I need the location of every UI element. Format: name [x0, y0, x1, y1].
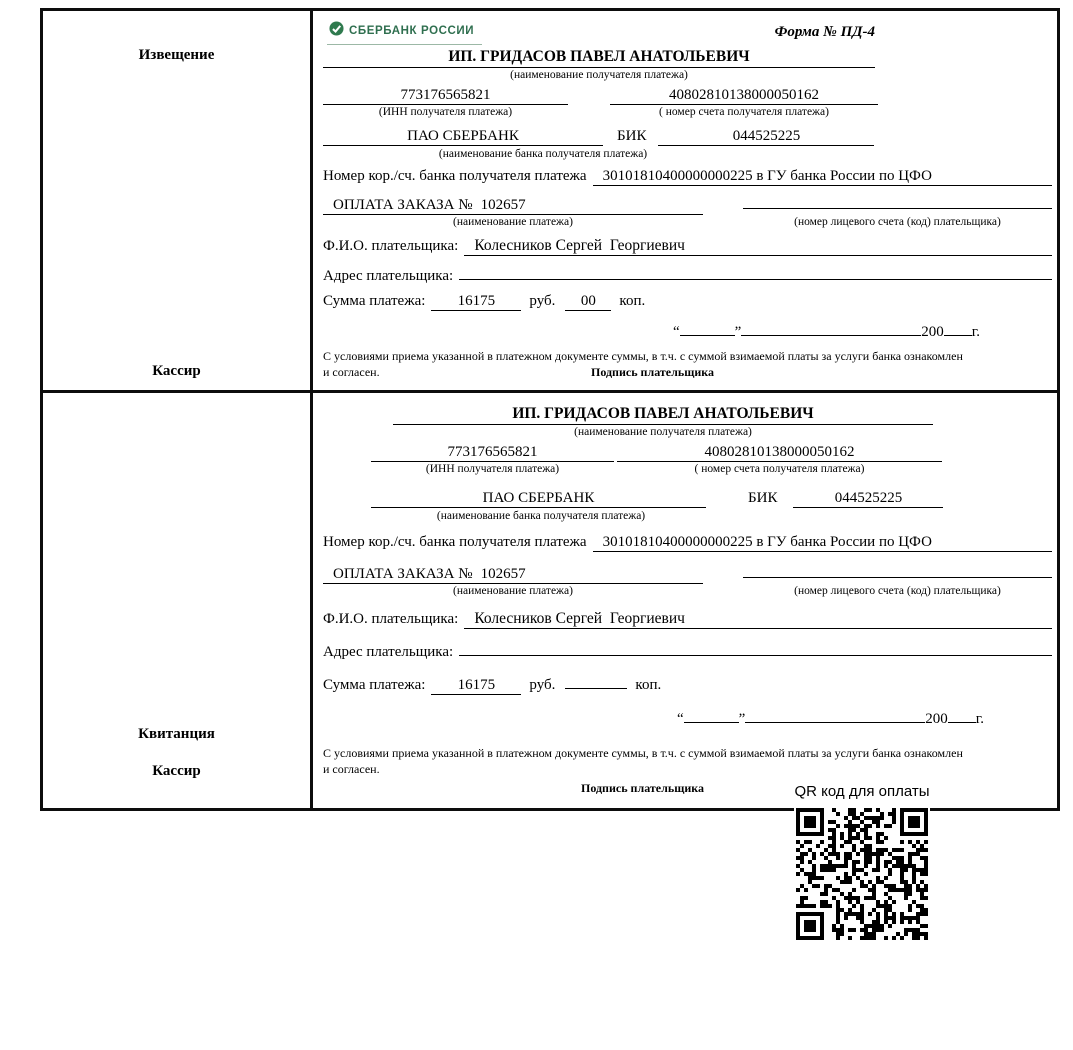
inn-value: 773176565821: [371, 444, 614, 462]
amount-kopeks-value: 00: [565, 293, 611, 311]
date-line: [323, 321, 1052, 341]
close-quote: ”: [734, 324, 742, 341]
payer-address-blank-line: [459, 262, 1052, 280]
corr-account-row: [323, 168, 1052, 186]
amount-label: Сумма платежа:: [323, 677, 426, 694]
bank-name-value: ПАО СБЕРБАНК: [323, 128, 603, 146]
year-blank-line: [944, 321, 972, 336]
bank-row: [323, 128, 1052, 146]
payer-name-row: [323, 237, 1052, 256]
amount-rubles-value: 16175: [431, 677, 521, 695]
kopeks-label: коп.: [635, 677, 662, 694]
corr-account-value: 30101810400000000225 в ГУ банка России по ЦФО: [593, 534, 1052, 552]
month-blank-line: [741, 321, 921, 336]
qr-section: [786, 783, 938, 946]
amount-label: Сумма платежа:: [323, 293, 426, 310]
amount-kopeks-value: [565, 671, 627, 689]
year-prefix: 200: [925, 711, 948, 728]
payer-address-label: Адрес плательщика:: [323, 268, 454, 285]
form-number: Форма № ПД-4: [774, 23, 875, 40]
receipt-label: Квитанция: [138, 725, 215, 742]
inn-account-row: [323, 444, 1052, 462]
amount-row: [323, 293, 1052, 311]
personal-account-blank-line: [743, 560, 1052, 578]
agreement-text: С условиями приема указанной в платежном документе суммы, в т.ч. с суммой взимаемой платы за услуги банка ознакомлен и согласен.: [323, 746, 963, 776]
sberbank-logo-text: СБЕРБАНК РОССИИ: [349, 25, 475, 37]
account-value: 40802810138000050162: [610, 87, 878, 105]
month-blank-line: [745, 708, 925, 723]
payment-purpose-field: [323, 197, 703, 215]
cashier-label: Кассир: [152, 762, 201, 779]
rubles-label: руб.: [529, 677, 556, 694]
order-number: 102657: [480, 197, 526, 214]
sberbank-logo: [327, 19, 482, 45]
header-column: [393, 405, 933, 440]
payment-form-pd4: [40, 8, 1060, 811]
payment-purpose-captions: [323, 584, 1052, 599]
notice-side-column: [43, 11, 313, 390]
payment-purpose-field: [323, 566, 703, 584]
corr-account-label: Номер кор./сч. банка получателя платежа: [323, 534, 587, 551]
payer-name-value: Колесников Сергей Георгиевич: [464, 237, 1052, 256]
bik-label: БИК: [617, 127, 647, 144]
recipient-caption: (наименование получателя платежа): [510, 69, 688, 81]
bank-caption: (наименование банка получателя платежа): [436, 510, 646, 523]
amount-rubles-value: 16175: [431, 293, 521, 311]
payer-name-label: Ф.И.О. плательщика:: [323, 611, 459, 628]
day-blank-line: [684, 708, 739, 723]
account-caption: ( номер счета получателя платежа): [694, 462, 865, 475]
receipt-side-column: [43, 393, 313, 808]
corr-account-value: 30101810400000000225 в ГУ банка России по ЦФО: [593, 168, 1052, 186]
bank-name-value: ПАО СБЕРБАНК: [371, 490, 706, 508]
amount-row: [323, 671, 1052, 695]
sberbank-logo-icon: [329, 21, 344, 41]
rubles-label: руб.: [529, 293, 556, 310]
receipt-content: [313, 393, 1057, 808]
payment-purpose-label: ОПЛАТА ЗАКАЗА №: [333, 566, 473, 583]
payer-address-blank-line: [459, 638, 1052, 656]
inn-caption: (ИНН получателя платежа): [425, 462, 560, 475]
cashier-label: Кассир: [152, 362, 201, 379]
bik-value: 044525225: [658, 128, 874, 146]
payment-purpose-row: [323, 191, 1052, 215]
agreement-text: С условиями приема указанной в платежном документе суммы, в т.ч. с суммой взимаемой платы за услуги банка ознакомлен и согласен.: [323, 349, 963, 380]
inn-caption: (ИНН получателя платежа): [378, 105, 513, 118]
recipient-name: ИП. ГРИДАСОВ ПАВЕЛ АНАТОЛЬЕВИЧ: [393, 405, 933, 425]
payer-address-row: [323, 638, 1052, 661]
payment-name-caption: (наименование платежа): [453, 585, 573, 598]
bik-label: БИК: [748, 490, 778, 507]
notice-content: [313, 11, 1057, 390]
notice-label: Извещение: [138, 47, 215, 63]
bank-caption: (наименование банка получателя платежа): [438, 147, 648, 160]
close-quote: ”: [738, 711, 746, 728]
payer-signature-label: Подпись плательщика: [591, 365, 811, 380]
year-suffix: г.: [975, 711, 984, 728]
account-caption: ( номер счета получателя платежа): [659, 105, 829, 118]
qr-code: [794, 806, 930, 946]
recipient-caption: (наименование получателя платежа): [574, 425, 752, 438]
header-row: [323, 16, 875, 48]
qr-label: QR код для оплаты: [794, 783, 930, 800]
personal-account-caption: (номер лицевого счета (код) плательщика): [794, 216, 1001, 229]
account-value: 40802810138000050162: [617, 444, 942, 462]
corr-account-label: Номер кор./сч. банка получателя платежа: [323, 168, 587, 185]
bank-row: [323, 490, 1052, 508]
inn-value: 773176565821: [323, 87, 568, 105]
inn-account-captions: [323, 462, 1052, 477]
bik-value: 044525225: [793, 490, 943, 508]
year-suffix: г.: [971, 324, 980, 341]
date-line: [323, 708, 1052, 728]
header-column: [323, 16, 875, 83]
payer-signature-label: Подпись плательщика: [581, 780, 704, 795]
payer-address-label: Адрес плательщика:: [323, 644, 454, 661]
payment-purpose-label: ОПЛАТА ЗАКАЗА №: [333, 197, 473, 214]
kopeks-label: коп.: [619, 293, 646, 310]
payer-address-row: [323, 262, 1052, 285]
payer-name-value: Колесников Сергей Георгиевич: [464, 610, 1052, 629]
open-quote: “: [672, 324, 680, 341]
payer-name-label: Ф.И.О. плательщика:: [323, 238, 459, 255]
recipient-name: ИП. ГРИДАСОВ ПАВЕЛ АНАТОЛЬЕВИЧ: [323, 48, 875, 68]
personal-account-blank-line: [743, 191, 1052, 209]
payer-name-row: [323, 610, 1052, 629]
year-blank-line: [948, 708, 976, 723]
order-number: 102657: [480, 566, 526, 583]
payment-name-caption: (наименование платежа): [453, 216, 573, 229]
notice-section: [43, 11, 1057, 390]
inn-account-captions: [323, 105, 1052, 120]
corr-account-row: [323, 534, 1052, 552]
open-quote: “: [676, 711, 684, 728]
inn-account-row: [323, 87, 1052, 105]
payment-purpose-captions: [323, 215, 1052, 230]
day-blank-line: [680, 321, 735, 336]
year-prefix: 200: [921, 324, 944, 341]
payment-purpose-row: [323, 560, 1052, 584]
personal-account-caption: (номер лицевого счета (код) плательщика): [794, 585, 1001, 598]
receipt-section: [43, 390, 1057, 808]
